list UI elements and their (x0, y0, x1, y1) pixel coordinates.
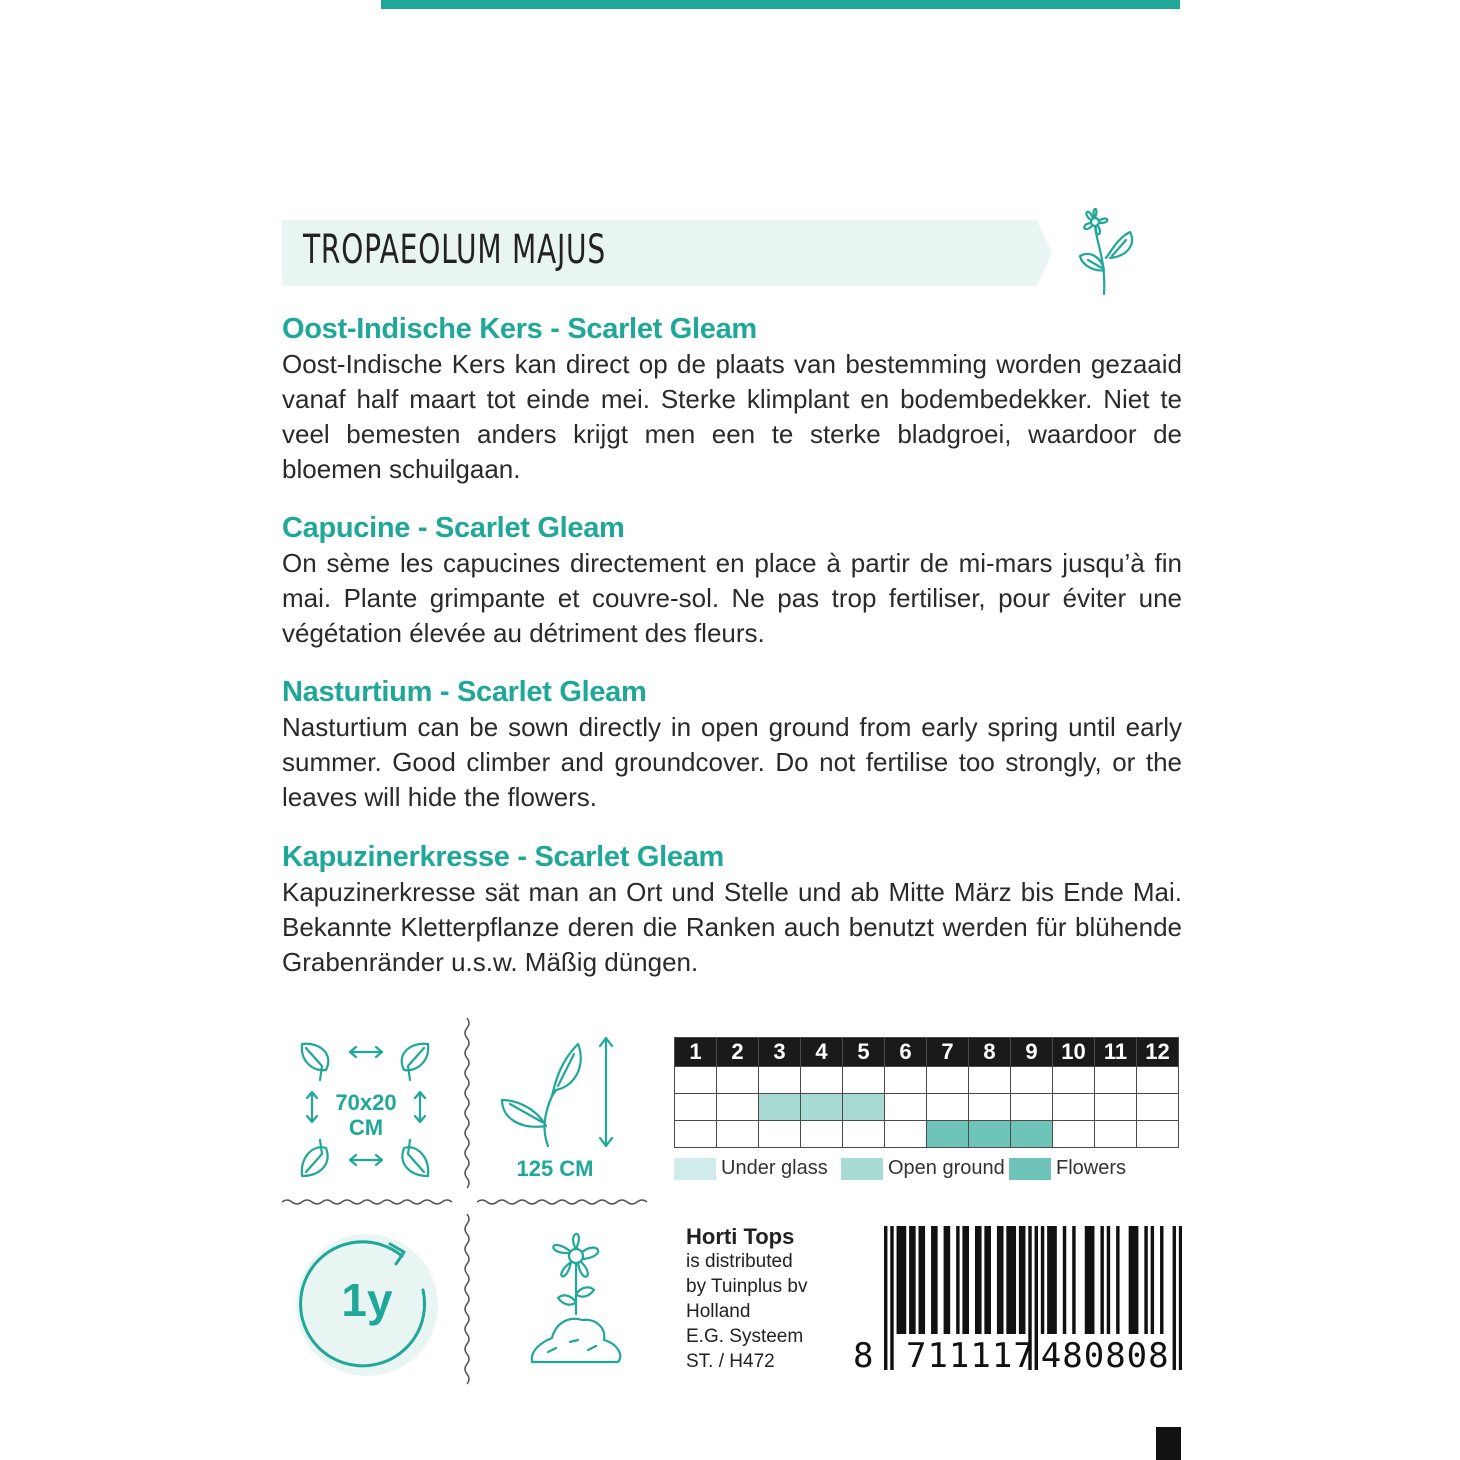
calendar-cell (759, 1094, 801, 1121)
calendar-cell (1053, 1067, 1095, 1094)
calendar-row-flowers (675, 1121, 1179, 1148)
legend-under-glass (674, 1157, 828, 1180)
calendar-cell (927, 1067, 969, 1094)
barcode-bar (956, 1226, 959, 1334)
distributor-line: is distributed (686, 1251, 793, 1272)
distributor-line: by Tuinplus bv (686, 1276, 808, 1297)
calendar-cell (1095, 1121, 1137, 1148)
barcode-bar (1000, 1226, 1003, 1334)
section-title: Oost-Indische Kers - Scarlet Gleam (282, 313, 757, 345)
barcode-bar (1132, 1226, 1135, 1334)
barcode-bar (1009, 1226, 1012, 1334)
section-text: On sème les capucines directement en place à partir de mi-mars jusqu’à fin mai. Plante grimpante et couvre-sol. Ne pas trop fertiliser, pour éviter une végétation élevée au détriment des fleurs. (282, 548, 1182, 648)
barcode-bar (1173, 1226, 1176, 1370)
section-title: Nasturtium - Scarlet Gleam (282, 676, 647, 708)
barcode-bar (966, 1226, 969, 1334)
calendar-cell (1011, 1121, 1053, 1148)
barcode-bar (1022, 1226, 1025, 1334)
barcode-bar (1144, 1226, 1147, 1334)
barcode-bar (975, 1226, 978, 1334)
barcode-bar (1116, 1226, 1119, 1334)
month-label: 7 (927, 1038, 969, 1067)
distributor-line: E.G. Systeem (686, 1326, 804, 1347)
barcode-bar (988, 1226, 991, 1334)
plant-height-icon (496, 1034, 626, 1154)
calendar-cell (801, 1094, 843, 1121)
barcode-bar (1041, 1226, 1044, 1334)
calendar-cell (1053, 1094, 1095, 1121)
calendar-cell (969, 1067, 1011, 1094)
divider-horizontal-left (282, 1196, 456, 1208)
barcode-bar (897, 1226, 900, 1334)
barcode-bar (1088, 1226, 1091, 1334)
calendar-cell (1011, 1067, 1053, 1094)
calendar-cell (885, 1094, 927, 1121)
legend-label: Under glass (721, 1157, 828, 1179)
calendar-cell (927, 1094, 969, 1121)
spacing-unit: CM (348, 1115, 384, 1140)
calendar-cell (1011, 1094, 1053, 1121)
month-label: 8 (969, 1038, 1011, 1067)
month-label: 12 (1137, 1038, 1179, 1067)
distributor-line: Holland (686, 1301, 751, 1322)
barcode-bar (1085, 1226, 1088, 1334)
barcode-bar (1160, 1226, 1163, 1334)
barcode-bar (1100, 1226, 1103, 1334)
barcode-bar (944, 1226, 947, 1334)
section-text: Oost-Indische Kers kan direct op de plaats van bestemming worden gezaaid vanaf half maart tot einde mei. Sterke klimplant en bodembedekker. Niet te veel bemesten anders krijgt men een te sterke bladgroei, waardoor de bloemen schuilgaan. (282, 349, 1182, 484)
calendar-header-row (675, 1038, 1179, 1067)
calendar-cell (885, 1121, 927, 1148)
section-french (282, 510, 1182, 651)
barcode-bar (909, 1226, 912, 1334)
lifecycle-label: 1y (341, 1274, 393, 1326)
barcode-first-digit: 8 (853, 1336, 875, 1376)
barcode-bar (1019, 1226, 1022, 1334)
barcode-bar (962, 1226, 965, 1334)
month-label: 5 (843, 1038, 885, 1067)
barcode-bar (900, 1226, 903, 1334)
legend-swatch (841, 1158, 883, 1180)
calendar-cell (843, 1094, 885, 1121)
calendar-cell (675, 1067, 717, 1094)
month-label: 3 (759, 1038, 801, 1067)
section-title: Capucine - Scarlet Gleam (282, 512, 625, 544)
month-label: 10 (1053, 1038, 1095, 1067)
section-text: Nasturtium can be sown directly in open ground from early spring until early summer. Good climber and groundcover. Do not fertilise too strongly, or the leaves will hide the flowers. (282, 712, 1182, 812)
barcode-bar (1053, 1226, 1056, 1334)
distributor-line: ST. / H472 (686, 1351, 775, 1372)
calendar-cell (1137, 1067, 1179, 1094)
barcode-bar (1151, 1226, 1154, 1334)
spacing-value: 70x20 (335, 1090, 397, 1115)
calendar-cell (717, 1067, 759, 1094)
calendar-cell (759, 1121, 801, 1148)
barcode-number (853, 1336, 1170, 1376)
calendar-row-under-glass (675, 1067, 1179, 1094)
calendar-cell (885, 1067, 927, 1094)
divider-vertical-top (460, 1018, 474, 1194)
calendar-cell (1053, 1121, 1095, 1148)
calendar-cell (1095, 1094, 1137, 1121)
section-title: Kapuzinerkresse - Scarlet Gleam (282, 841, 725, 873)
calendar-cell (969, 1094, 1011, 1121)
legend-swatch (674, 1158, 716, 1180)
barcode-bar (1013, 1226, 1016, 1334)
divider-vertical-bottom (460, 1214, 474, 1390)
barcode-bar (1072, 1226, 1075, 1334)
spacing-label (326, 1090, 406, 1140)
month-label: 6 (885, 1038, 927, 1067)
barcode-right-group: 480808 (1040, 1336, 1170, 1376)
month-label: 2 (717, 1038, 759, 1067)
barcode-bar (1050, 1226, 1053, 1334)
sowing-calendar (674, 1037, 1179, 1148)
month-label: 11 (1095, 1038, 1137, 1067)
barcode-bar (947, 1226, 950, 1334)
calendar-cell (969, 1121, 1011, 1148)
distributor-brand: Horti Tops (686, 1224, 795, 1249)
calendar-cell (717, 1121, 759, 1148)
section-text: Kapuzinerkresse sät man an Ort und Stelle und ab Mitte März bis Ende Mai. Bekannte Kletterpflanze deren die Ranken auch benutzt werden für blühende Grabenränder u.s.w. Mäßig düngen. (282, 877, 1182, 977)
barcode-bar (912, 1226, 915, 1334)
barcode-bar (934, 1226, 937, 1334)
barcode-bar (1006, 1226, 1009, 1334)
month-label: 4 (801, 1038, 843, 1067)
calendar-cell (927, 1121, 969, 1148)
registration-mark (1156, 1427, 1181, 1460)
barcode-bar (919, 1226, 922, 1334)
barcode-bar (1107, 1226, 1110, 1334)
barcode-bar (1135, 1226, 1138, 1334)
calendar-cell (759, 1067, 801, 1094)
calendar-cell (675, 1121, 717, 1148)
section-german (282, 839, 1182, 980)
calendar-cell (675, 1094, 717, 1121)
barcode-left-group: 711117 (905, 1336, 1035, 1376)
calendar-cell (717, 1094, 759, 1121)
barcode-bar (1179, 1226, 1182, 1370)
barcode-bar (922, 1226, 925, 1334)
calendar-cell (801, 1121, 843, 1148)
barcode-bar (978, 1226, 981, 1334)
month-label: 9 (1011, 1038, 1053, 1067)
distributor-info (686, 1224, 807, 1374)
legend-label: Flowers (1056, 1157, 1127, 1179)
barcode-bar (1063, 1226, 1066, 1334)
calendar-cell (1095, 1067, 1137, 1094)
divider-horizontal-right (477, 1196, 651, 1208)
barcode-bar (931, 1226, 934, 1334)
flower-logo-icon (1068, 200, 1158, 300)
flower-in-soil-icon (526, 1222, 626, 1372)
top-accent-bar (381, 0, 1180, 9)
legend-open-ground (841, 1157, 1005, 1180)
calendar-cell (843, 1121, 885, 1148)
barcode-bar (997, 1226, 1000, 1334)
barcode-bar (984, 1226, 987, 1334)
section-english (282, 674, 1182, 815)
legend-flowers (1009, 1157, 1126, 1180)
barcode-bar (903, 1226, 906, 1334)
calendar-cell (801, 1067, 843, 1094)
legend-swatch (1009, 1158, 1051, 1180)
latin-name: TROPAEOLUM MAJUS (303, 227, 606, 273)
calendar-cell (1137, 1094, 1179, 1121)
section-dutch (282, 311, 1182, 487)
calendar-cell (843, 1067, 885, 1094)
calendar-cell (1137, 1121, 1179, 1148)
height-label: 125 CM (516, 1156, 594, 1181)
calendar-row-open-ground (675, 1094, 1179, 1121)
month-label: 1 (675, 1038, 717, 1067)
legend-label: Open ground (888, 1157, 1005, 1179)
barcode-bar (1129, 1226, 1132, 1334)
barcode-bar (1047, 1226, 1050, 1334)
barcode-bar (1091, 1226, 1094, 1334)
